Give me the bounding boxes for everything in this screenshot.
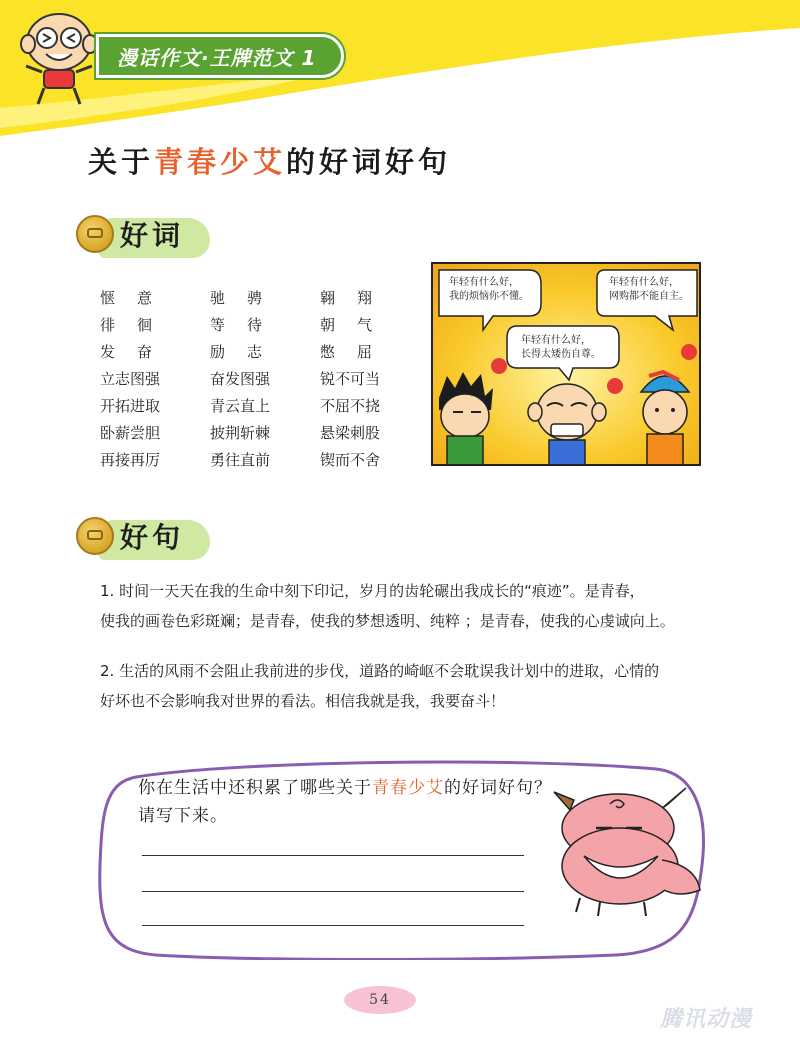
word-item: 再接再厉 xyxy=(100,451,161,469)
word-item: 卧薪尝胆 xyxy=(100,424,161,442)
word-item: 驰骋 xyxy=(210,289,285,307)
comic-bubble-center xyxy=(521,334,601,362)
word-item: 悬梁刺股 xyxy=(320,424,381,442)
page-title-highlight: 青春少艾 xyxy=(154,145,287,179)
sentences-section-label: 好句 xyxy=(120,521,185,554)
word-item: 立志图强 xyxy=(100,370,161,388)
sentence-1 xyxy=(100,576,710,636)
cow-mascot-icon xyxy=(540,770,710,920)
word-item: 翱翔 xyxy=(320,289,395,307)
coin-icon xyxy=(76,517,114,555)
mascot-character-icon xyxy=(14,8,104,108)
word-item: 青云直上 xyxy=(210,397,271,415)
writing-line[interactable] xyxy=(142,891,524,892)
word-item: 励志 xyxy=(210,343,285,361)
comic-bubble-left xyxy=(449,276,529,304)
word-item: 等待 xyxy=(210,316,285,334)
bubble-line: 年轻有什么好， xyxy=(521,335,591,346)
comic-bubble-right xyxy=(609,276,689,304)
writing-prompt-text xyxy=(138,774,558,830)
watermark: 腾讯动漫 xyxy=(660,1007,753,1032)
bubble-line: 我的烦恼你不懂。 xyxy=(449,291,529,302)
prompt-suffix: 的好词好句？请写下来。 xyxy=(138,778,552,826)
sentence-line: 好坏也不会影响我对世界的看法。相信我就是我，我要奋斗！ xyxy=(100,692,506,710)
series-title: 漫话作文·王牌范文 1 xyxy=(117,45,317,70)
word-item: 开拓进取 xyxy=(100,397,161,415)
bubble-line: 年轻有什么好， xyxy=(609,277,679,288)
word-item: 憋屈 xyxy=(320,343,395,361)
page-title xyxy=(88,140,451,181)
sentence-2 xyxy=(100,656,710,716)
word-item: 不屈不挠 xyxy=(320,397,381,415)
sentence-line: 2. 生活的风雨不会阻止我前进的步伐，道路的崎岖不会耽误我计划中的进取，心情的 xyxy=(100,662,660,680)
page-title-suffix: 的好词好句 xyxy=(286,145,452,179)
sentences-section-heading xyxy=(76,516,184,556)
page-number: 54 xyxy=(369,992,391,1008)
word-item: 勇往直前 xyxy=(210,451,271,469)
prompt-prefix: 你在生活中还积累了哪些关于 xyxy=(138,778,372,798)
sentence-line: 使我的画卷色彩斑斓；是青春，使我的梦想透明、纯粹 ；是青春，使我的心虔诚向上。 xyxy=(100,612,675,630)
word-list xyxy=(100,289,400,469)
word-item: 锲而不舍 xyxy=(320,451,381,469)
words-section-heading xyxy=(76,214,184,254)
bubble-line: 年轻有什么好， xyxy=(449,277,519,288)
word-item: 披荆斩棘 xyxy=(210,424,271,442)
word-item: 朝气 xyxy=(320,316,395,334)
sentence-line: 1. 时间一天天在我的生命中刻下印记，岁月的齿轮碾出我成长的“痕迹”。是青春， xyxy=(100,582,645,600)
writing-line[interactable] xyxy=(142,855,524,856)
page-title-prefix: 关于 xyxy=(88,145,155,179)
writing-line[interactable] xyxy=(142,925,524,926)
coin-icon xyxy=(76,215,114,253)
word-item: 奋发图强 xyxy=(210,370,271,388)
words-section-label: 好词 xyxy=(120,219,185,252)
word-item: 锐不可当 xyxy=(320,370,381,388)
prompt-highlight: 青春少艾 xyxy=(372,778,444,798)
bubble-line: 长得太矮伤自尊。 xyxy=(521,349,601,360)
bubble-line: 网购都不能自主。 xyxy=(609,291,689,302)
series-banner xyxy=(96,34,344,78)
word-item: 惬意 xyxy=(100,289,175,307)
word-item: 发奋 xyxy=(100,343,175,361)
word-item: 徘徊 xyxy=(100,316,175,334)
comic-panel xyxy=(431,262,701,466)
